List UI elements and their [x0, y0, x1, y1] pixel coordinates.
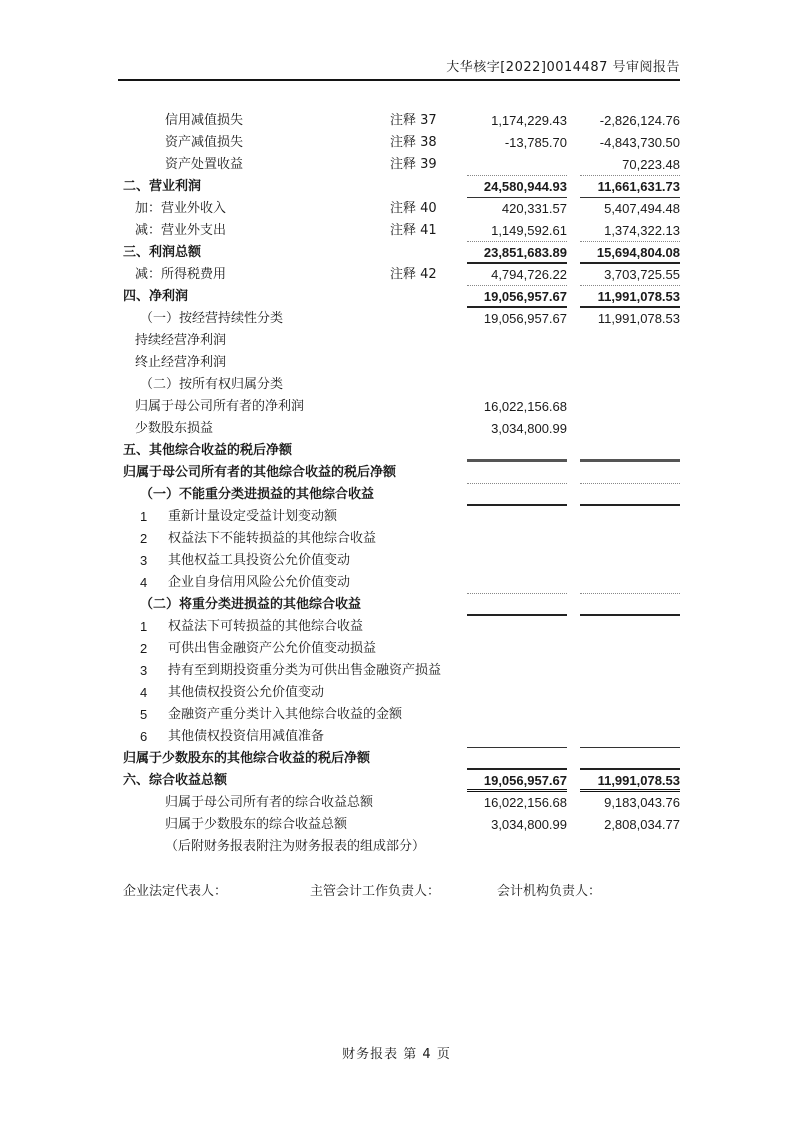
row-note-reference: [390, 770, 467, 792]
row-label: 重新计量设定受益计划变动额: [168, 509, 338, 524]
row-value-prior-period: [580, 462, 680, 484]
table-row: [118, 550, 680, 572]
row-value-prior-period: [580, 616, 680, 638]
table-row: [118, 396, 680, 418]
table-row: [118, 506, 680, 528]
row-value-prior-period: [580, 352, 680, 374]
row-value-current-period: [467, 594, 567, 616]
row-value-prior-period: 11,661,631.73: [580, 176, 680, 198]
table-row: [118, 242, 680, 264]
row-value-prior-period: -2,826,124.76: [599, 113, 680, 128]
row-note-reference: [390, 396, 467, 418]
table-row: [118, 572, 680, 594]
row-item-number: 3: [140, 663, 148, 678]
legal-representative-label: 企业法定代表人：: [123, 884, 228, 899]
row-label: 资产减值损失: [165, 135, 244, 150]
row-label: 减：营业外支出: [135, 223, 227, 238]
row-label: 资产处置收益: [165, 157, 244, 172]
row-value-current-period: 19,056,957.67: [467, 286, 567, 308]
row-value-current-period: 3,034,800.99: [491, 421, 567, 436]
row-value-current-period: 1,174,229.43: [491, 113, 567, 128]
table-row: [118, 748, 680, 770]
row-value-prior-period: [580, 638, 680, 660]
row-value-prior-period: 5,407,494.48: [604, 201, 680, 216]
row-label: 持有至到期投资重分类为可供出售金融资产损益: [168, 663, 442, 678]
row-note-reference: [390, 594, 467, 616]
row-value-current-period: [467, 682, 567, 704]
row-note-reference: [390, 176, 467, 198]
row-value-prior-period: [580, 418, 680, 440]
row-value-current-period: [467, 572, 567, 594]
row-note-reference: [390, 440, 467, 462]
income-statement-table: [118, 110, 680, 858]
row-value-current-period: 16,022,156.68: [483, 399, 567, 414]
row-note-reference: 注释 37: [390, 113, 437, 128]
row-note-reference: [390, 836, 467, 858]
row-value-prior-period: [580, 550, 680, 572]
table-row: [118, 198, 680, 220]
table-row: [118, 704, 680, 726]
row-value-prior-period: 3,703,725.55: [580, 264, 680, 286]
row-note-reference: [390, 638, 467, 660]
row-item-number: 2: [140, 641, 148, 656]
row-note-reference: 注释 42: [390, 267, 437, 282]
row-value-prior-period: -4,843,730.50: [599, 135, 680, 150]
table-row: [118, 726, 680, 748]
row-value-current-period: [467, 462, 567, 484]
row-value-prior-period: 70,223.48: [580, 154, 680, 176]
row-note-reference: [390, 330, 467, 352]
row-value-current-period: [467, 330, 567, 352]
table-row: [118, 638, 680, 660]
row-note-reference: [390, 308, 467, 330]
row-label: （一）按经营持续性分类: [140, 311, 284, 326]
row-value-prior-period: [580, 396, 680, 418]
row-label: 归属于少数股东的其他综合收益的税后净额: [123, 751, 371, 766]
row-value-current-period: [467, 374, 567, 396]
row-note-reference: [390, 286, 467, 308]
table-row: [118, 528, 680, 550]
row-label: （后附财务报表附注为财务报表的组成部分）: [165, 839, 426, 854]
row-label: （二）将重分类进损益的其他综合收益: [140, 597, 362, 612]
row-value-prior-period: [580, 836, 680, 858]
row-value-prior-period: 11,991,078.53: [580, 286, 680, 308]
row-label: 四、净利润: [123, 289, 189, 304]
table-row: [118, 176, 680, 198]
row-label: 归属于少数股东的综合收益总额: [165, 817, 348, 832]
row-value-prior-period: 2,808,034.77: [604, 817, 680, 832]
row-item-number: 1: [140, 619, 148, 634]
row-label: 减：所得税费用: [135, 267, 227, 282]
row-label: 五、其他综合收益的税后净额: [123, 443, 293, 458]
row-value-current-period: -13,785.70: [504, 135, 567, 150]
row-value-prior-period: [580, 682, 680, 704]
row-value-prior-period: 15,694,804.08: [580, 242, 680, 264]
row-note-reference: [390, 660, 467, 682]
row-value-prior-period: [580, 528, 680, 550]
row-value-current-period: [467, 638, 567, 660]
row-note-reference: [390, 550, 467, 572]
row-value-prior-period: [580, 506, 680, 528]
row-note-reference: [390, 704, 467, 726]
table-row: [118, 462, 680, 484]
row-item-number: 1: [140, 509, 148, 524]
page-content: [118, 56, 680, 902]
row-label: 信用减值损失: [165, 113, 244, 128]
row-value-current-period: [467, 528, 567, 550]
row-label: 其他权益工具投资公允价值变动: [168, 553, 351, 568]
row-value-prior-period: [580, 704, 680, 726]
table-row: [118, 682, 680, 704]
table-row: [118, 352, 680, 374]
row-value-prior-period: 1,374,322.13: [580, 220, 680, 242]
accounting-department-head-label: 会计机构负责人：: [497, 884, 602, 899]
row-value-current-period: 19,056,957.67: [483, 311, 567, 326]
row-label: 六、综合收益总额: [123, 773, 228, 788]
row-note-reference: [390, 506, 467, 528]
table-row: [118, 814, 680, 836]
row-note-reference: 注释 40: [390, 201, 437, 216]
row-note-reference: [390, 682, 467, 704]
row-label: 少数股东损益: [135, 421, 214, 436]
table-row: [118, 308, 680, 330]
row-label: （二）按所有权归属分类: [140, 377, 284, 392]
table-row: [118, 440, 680, 462]
row-item-number: 4: [140, 685, 148, 700]
row-value-prior-period: [580, 594, 680, 616]
row-value-current-period: 1,149,592.61: [467, 220, 567, 242]
row-value-current-period: 24,580,944.93: [467, 176, 567, 198]
row-value-current-period: 16,022,156.68: [483, 795, 567, 810]
row-note-reference: [390, 528, 467, 550]
row-note-reference: [390, 792, 467, 814]
chief-accounting-officer-label: 主管会计工作负责人：: [310, 884, 441, 899]
row-value-prior-period: 11,991,078.53: [597, 311, 680, 326]
row-label: 归属于母公司所有者的综合收益总额: [165, 795, 374, 810]
row-item-number: 4: [140, 575, 148, 590]
row-note-reference: [390, 374, 467, 396]
signature-line: [118, 880, 680, 902]
row-value-current-period: 4,794,726.22: [467, 264, 567, 286]
table-row: [118, 792, 680, 814]
row-value-current-period: [467, 616, 567, 638]
table-row: [118, 132, 680, 154]
row-note-reference: 注释 39: [390, 157, 437, 172]
row-value-current-period: [467, 352, 567, 374]
row-label: 金融资产重分类计入其他综合收益的金额: [168, 707, 403, 722]
table-row: [118, 374, 680, 396]
row-label: 企业自身信用风险公允价值变动: [168, 575, 351, 590]
row-value-current-period: [467, 836, 567, 858]
table-row: [118, 616, 680, 638]
row-label: 其他债权投资公允价值变动: [168, 685, 325, 700]
table-row: [118, 418, 680, 440]
row-value-prior-period: 11,991,078.53: [580, 770, 680, 792]
table-row: [118, 110, 680, 132]
row-value-current-period: 3,034,800.99: [491, 817, 567, 832]
row-value-prior-period: [580, 660, 680, 682]
row-label: 持续经营净利润: [135, 333, 227, 348]
row-note-reference: [390, 484, 467, 506]
row-item-number: 2: [140, 531, 148, 546]
row-value-current-period: [467, 704, 567, 726]
row-value-prior-period: 9,183,043.76: [604, 795, 680, 810]
table-row: [118, 770, 680, 792]
row-note-reference: [390, 726, 467, 748]
row-note-reference: [390, 616, 467, 638]
row-note-reference: [390, 572, 467, 594]
table-row: [118, 264, 680, 286]
table-row: [118, 660, 680, 682]
table-row: [118, 594, 680, 616]
row-note-reference: [390, 462, 467, 484]
row-value-prior-period: [580, 374, 680, 396]
row-item-number: 3: [140, 553, 148, 568]
row-label: 归属于母公司所有者的净利润: [135, 399, 305, 414]
row-value-prior-period: [580, 484, 680, 506]
row-value-current-period: [467, 748, 567, 770]
row-note-reference: 注释 41: [390, 223, 437, 238]
row-label: 归属于母公司所有者的其他综合收益的税后净额: [123, 465, 397, 480]
row-value-current-period: [467, 506, 567, 528]
row-value-prior-period: [580, 440, 680, 462]
row-value-current-period: 23,851,683.89: [467, 242, 567, 264]
row-value-prior-period: [580, 330, 680, 352]
row-label: 二、营业利润: [123, 179, 202, 194]
row-label: 其他债权投资信用减值准备: [168, 729, 325, 744]
table-row: [118, 836, 680, 858]
row-label: 权益法下可转损益的其他综合收益: [168, 619, 364, 634]
row-value-prior-period: [580, 748, 680, 770]
row-item-number: 5: [140, 707, 148, 722]
row-label: 权益法下不能转损益的其他综合收益: [168, 531, 377, 546]
row-note-reference: [390, 418, 467, 440]
row-value-current-period: [467, 550, 567, 572]
row-note-reference: 注释 38: [390, 135, 437, 150]
row-value-current-period: [467, 660, 567, 682]
table-row: [118, 484, 680, 506]
row-value-current-period: 19,056,957.67: [467, 770, 567, 792]
table-row: [118, 286, 680, 308]
table-row: [118, 220, 680, 242]
row-value-prior-period: [580, 726, 680, 748]
page-number-footer: 财务报表 第 4 页: [342, 1047, 451, 1062]
row-note-reference: [390, 814, 467, 836]
row-value-current-period: [467, 440, 567, 462]
row-label: 终止经营净利润: [135, 355, 227, 370]
row-label: 三、利润总额: [123, 245, 202, 260]
row-note-reference: [390, 352, 467, 374]
row-value-current-period: [467, 726, 567, 748]
row-value-current-period: 420,331.57: [501, 201, 567, 216]
row-value-current-period: [467, 484, 567, 506]
row-note-reference: [390, 242, 467, 264]
row-label: 可供出售金融资产公允价值变动损益: [168, 641, 377, 656]
row-item-number: 6: [140, 729, 148, 744]
table-row: [118, 330, 680, 352]
report-number-header: 大华核字[2022]0014487 号审阅报告: [118, 56, 680, 81]
row-value-current-period: [467, 154, 567, 176]
table-row: [118, 154, 680, 176]
row-label: 加：营业外收入: [135, 201, 227, 216]
row-note-reference: [390, 748, 467, 770]
row-label: （一）不能重分类进损益的其他综合收益: [140, 487, 375, 502]
row-value-prior-period: [580, 572, 680, 594]
